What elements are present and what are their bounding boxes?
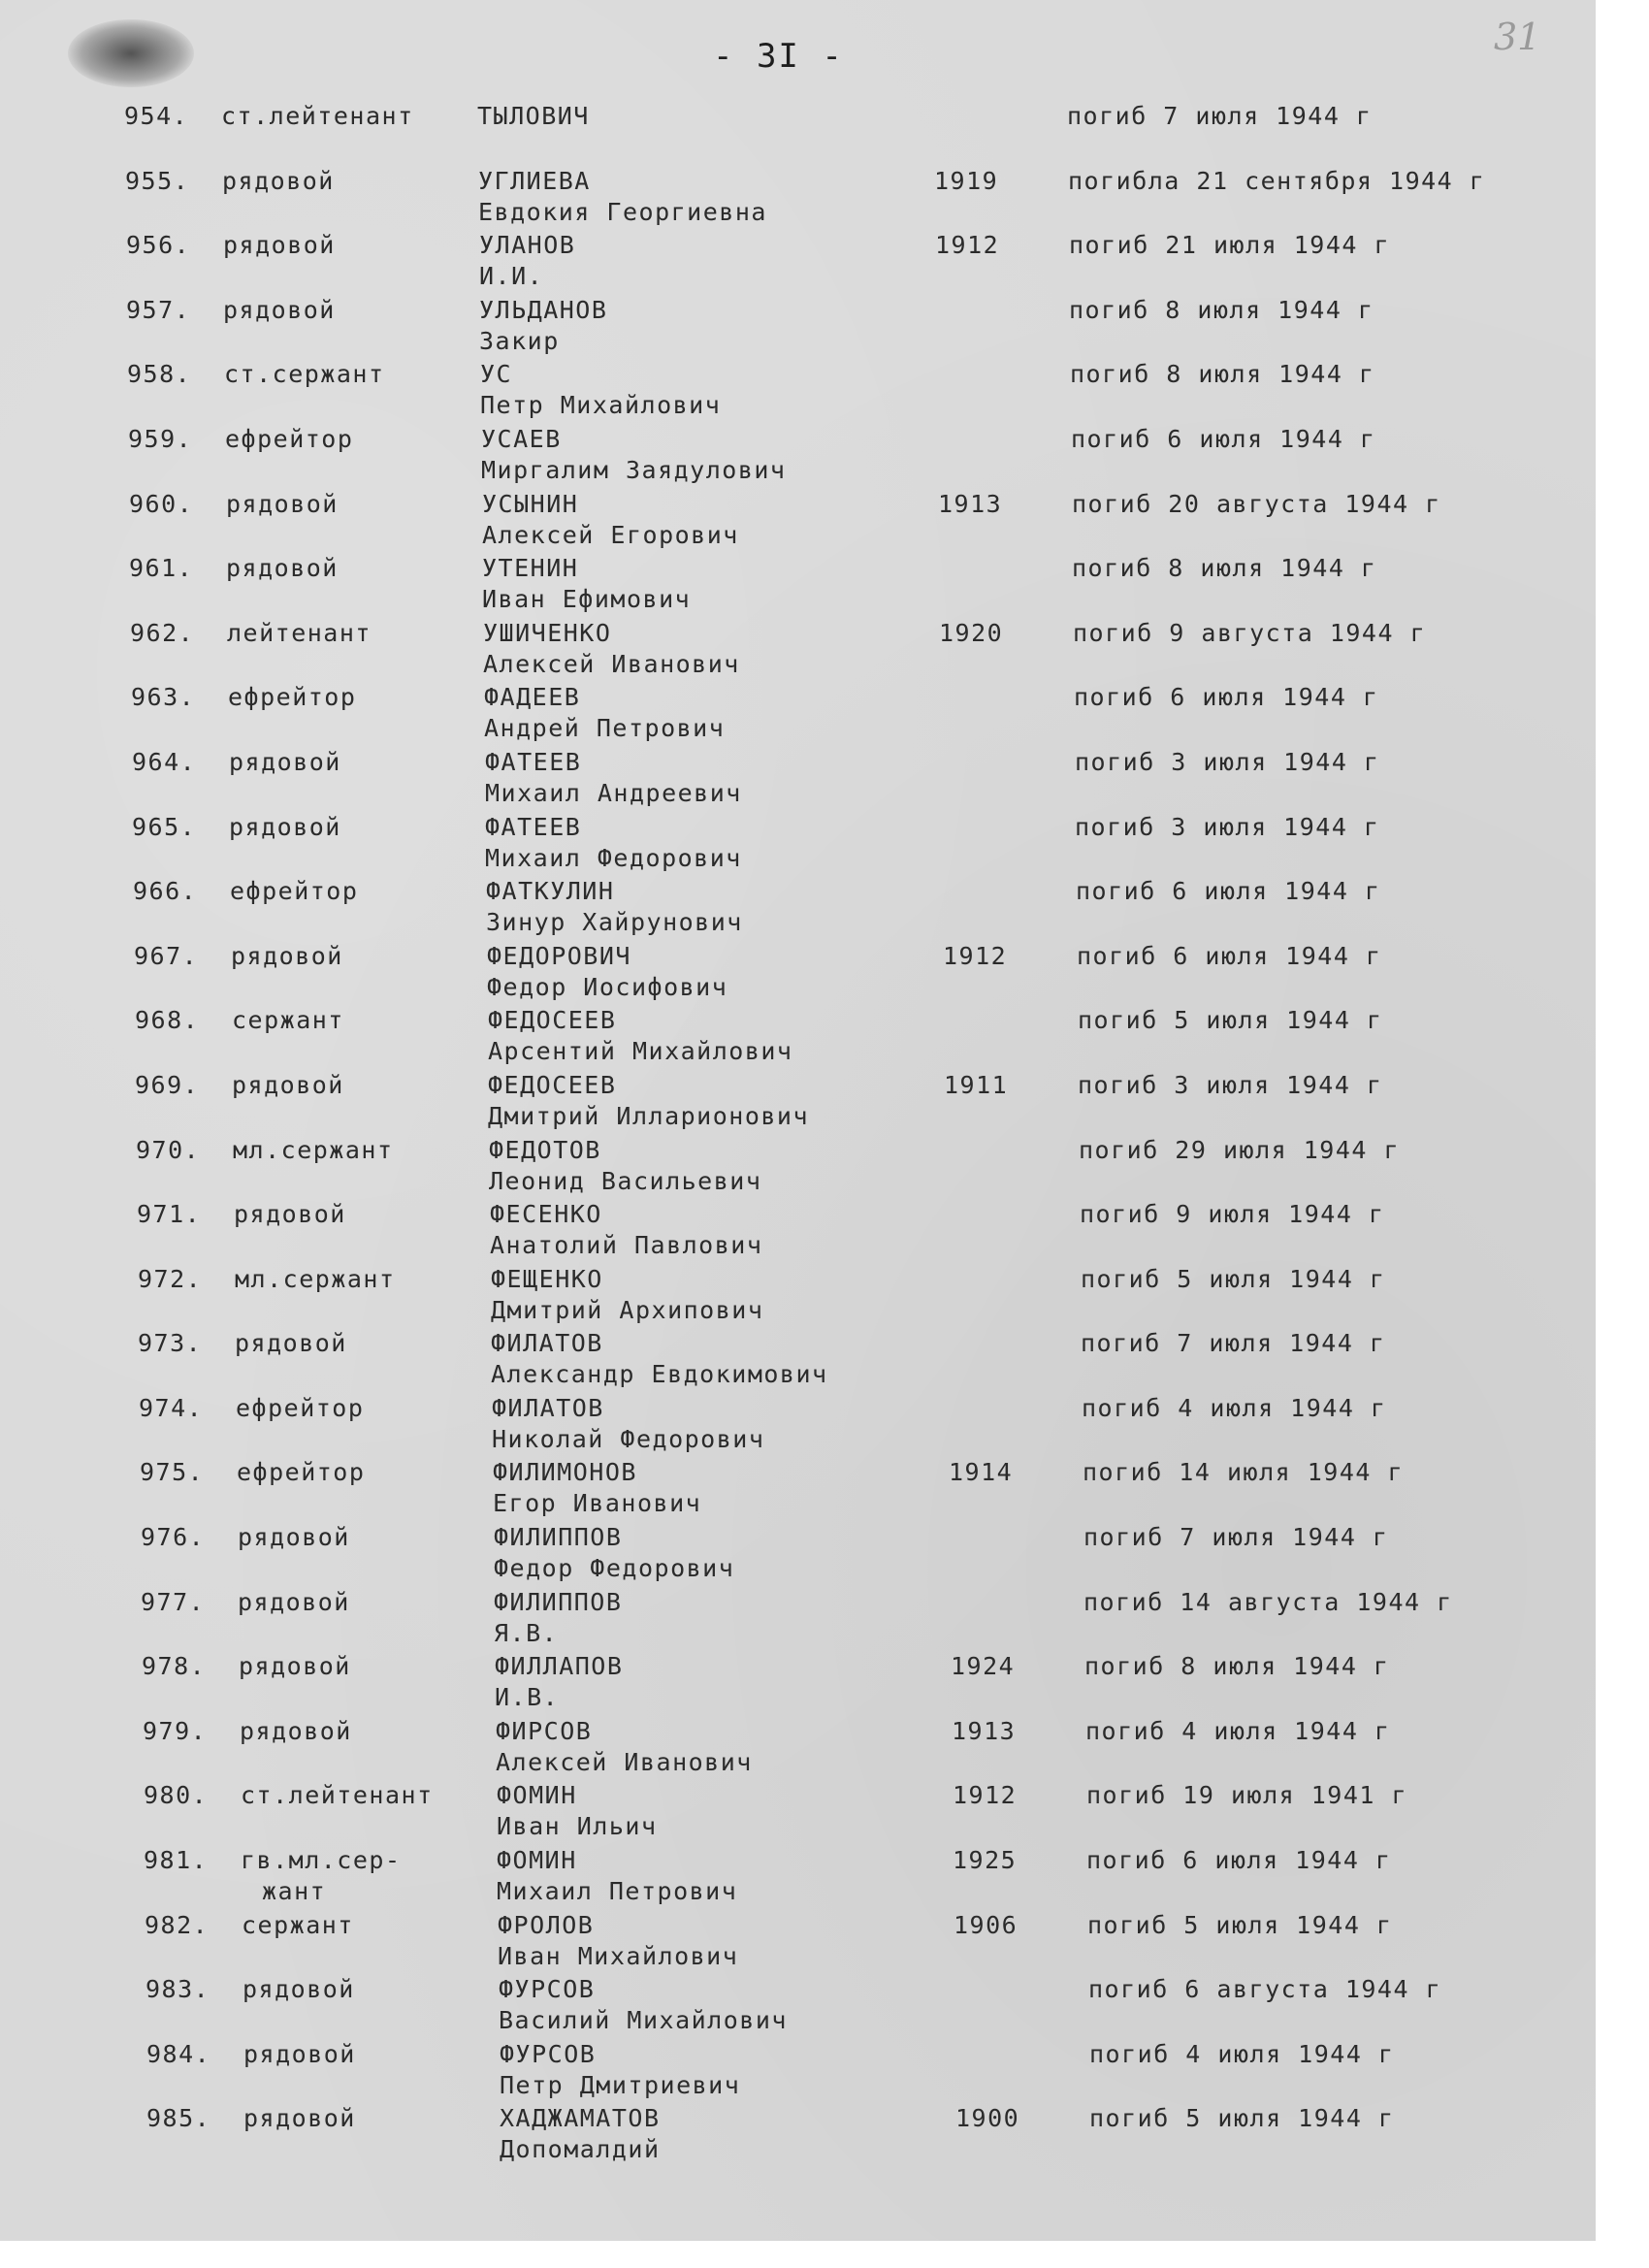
entry-number: 974. [139, 1393, 204, 1422]
entry-rank: ст.лейтенант [241, 1781, 434, 1810]
entry-number: 972. [138, 1264, 203, 1293]
entry-given-name: Я.В. [494, 1618, 559, 1647]
entry-birth-year: 1913 [938, 489, 1003, 518]
entry-given-name: Допомалдий [500, 2135, 661, 2164]
entry-given-name: Николай Федорович [492, 1424, 765, 1453]
entry-death-info: погиб 3 июля 1944 г [1078, 1070, 1383, 1099]
entry-number: 983. [146, 1975, 210, 2004]
entry-number: 956. [126, 231, 191, 260]
entry-rank: ефрейтор [230, 877, 359, 906]
entry-given-name: Андрей Петрович [484, 714, 726, 743]
entry-number: 959. [128, 424, 193, 453]
entry-given-name: Михаил Федорович [485, 843, 742, 872]
list-item [15, 1394, 1610, 1459]
entry-rank: рядовой [229, 812, 341, 841]
entry-birth-year: 1919 [934, 166, 999, 195]
entry-number: 984. [146, 2039, 211, 2068]
list-item [4, 425, 1600, 490]
entry-birth-year: 1914 [949, 1458, 1014, 1487]
entry-death-info: погиб 8 июля 1944 г [1070, 360, 1375, 389]
entry-given-name: И.В. [495, 1683, 560, 1712]
entry-surname: ФИЛИППОВ [494, 1523, 623, 1552]
entry-rank: рядовой [238, 1587, 350, 1616]
entry-surname: ФЕДОСЕЕВ [488, 1006, 617, 1035]
entry-number: 966. [133, 877, 198, 906]
entry-death-info: погиб 4 июля 1944 г [1085, 1716, 1391, 1745]
entry-surname: УСАЕВ [481, 424, 562, 453]
entry-rank: рядовой [239, 1652, 351, 1681]
list-item [16, 1523, 1612, 1588]
entry-rank: рядовой [235, 1329, 347, 1358]
entry-surname: ФИЛАТОВ [492, 1393, 604, 1422]
entry-surname: ТЫЛОВИЧ [477, 102, 590, 130]
entry-surname: ФАТКУЛИН [486, 877, 615, 906]
list-item [5, 490, 1600, 555]
entry-given-name: Евдокия Георгиевна [478, 197, 767, 226]
entry-surname: УГЛИЕВА [478, 166, 591, 195]
entry-surname: УТЕНИН [482, 554, 579, 583]
entry-surname: ФОМИН [497, 1781, 577, 1810]
entry-given-name: Миргалим Заядулович [481, 455, 787, 484]
entry-death-info: погиб 19 июля 1941 г [1086, 1781, 1408, 1810]
entry-surname: ФУРСОВ [499, 1975, 596, 2004]
entry-death-info: погиб 6 июля 1944 г [1076, 877, 1381, 906]
entry-surname: ФЕЩЕНКО [491, 1264, 603, 1293]
list-item [14, 1329, 1609, 1394]
entry-rank: ст.сержант [224, 360, 385, 389]
entry-surname: ФРОЛОВ [498, 1910, 595, 1939]
entry-surname: УЛЬДАНОВ [479, 295, 608, 324]
entry-surname: УСЫНИН [482, 489, 579, 518]
entry-death-info: погиб 8 июля 1944 г [1069, 295, 1374, 324]
entry-death-info: погиб 4 июля 1944 г [1089, 2039, 1395, 2068]
list-item [19, 1846, 1615, 1911]
entry-rank: сержант [232, 1006, 344, 1035]
entry-number: 957. [126, 295, 191, 324]
entry-number: 985. [146, 2104, 211, 2133]
list-item [11, 1006, 1606, 1071]
list-item [8, 748, 1603, 813]
list-item [11, 1071, 1606, 1136]
entry-given-name: Иван Михайлович [498, 1941, 739, 1970]
casualty-list [0, 102, 1596, 2169]
entry-death-info: погиб 6 июля 1944 г [1071, 424, 1376, 453]
entry-birth-year: 1913 [952, 1716, 1017, 1745]
entry-rank: ефрейтор [228, 683, 357, 712]
list-item [20, 1911, 1616, 1976]
entry-rank: рядовой [240, 1716, 352, 1745]
list-item [19, 1781, 1615, 1846]
entry-surname: ФИРСОВ [496, 1716, 593, 1745]
entry-number: 965. [132, 812, 197, 841]
entry-surname: ФЕДОСЕЕВ [488, 1070, 617, 1099]
entry-death-info: погиб 6 июля 1944 г [1077, 941, 1382, 970]
entry-given-name: И.И. [479, 262, 544, 291]
list-item [6, 619, 1601, 684]
entry-surname: УЛАНОВ [479, 231, 576, 260]
entry-rank: рядовой [226, 489, 339, 518]
page-number: - 3I - [713, 37, 844, 76]
entry-surname: ФИЛИМОНОВ [493, 1458, 637, 1487]
entry-given-name: Иван Ильич [497, 1812, 658, 1841]
entry-death-info: погибла 21 сентября 1944 г [1068, 166, 1486, 195]
entry-rank: рядовой [231, 941, 343, 970]
entry-given-name: Зинур Хайрунович [486, 908, 743, 937]
entry-surname: ФИЛАТОВ [491, 1329, 603, 1358]
entry-given-name: Алексей Иванович [496, 1747, 753, 1776]
entry-rank: рядовой [234, 1200, 346, 1229]
entry-number: 961. [129, 554, 194, 583]
entry-death-info: погиб 5 июля 1944 г [1078, 1006, 1383, 1035]
entry-number: 978. [142, 1652, 207, 1681]
handwritten-page-mark: 31 [1494, 16, 1541, 58]
entry-death-info: погиб 29 июля 1944 г [1079, 1135, 1401, 1164]
list-item [8, 813, 1603, 878]
entry-surname: ФИЛИППОВ [494, 1587, 623, 1616]
entry-surname: ФЕДОРОВИЧ [487, 941, 631, 970]
entry-number: 982. [145, 1910, 210, 1939]
entry-death-info: погиб 3 июля 1944 г [1075, 812, 1380, 841]
entry-surname: ФУРСОВ [500, 2039, 597, 2068]
entry-rank: гв.мл.сер- [241, 1846, 402, 1875]
entry-death-info: погиб 8 июля 1944 г [1072, 554, 1377, 583]
list-item [2, 296, 1598, 361]
entry-given-name: Закир [479, 326, 560, 355]
entry-surname: ФАДЕЕВ [484, 683, 581, 712]
entry-number: 962. [130, 618, 195, 647]
entry-rank: рядовой [238, 1523, 350, 1552]
entry-given-name: Арсентий Михайлович [488, 1037, 793, 1066]
entry-rank: ст.лейтенант [221, 102, 414, 130]
entry-rank-continued: жант [262, 1877, 327, 1906]
entry-given-name: Михаил Андреевич [485, 778, 742, 807]
entry-birth-year: 1912 [935, 231, 1000, 260]
entry-given-name: Алексей Иванович [483, 649, 740, 678]
entry-rank: рядовой [223, 295, 336, 324]
entry-death-info: погиб 7 июля 1944 г [1067, 102, 1373, 130]
entry-death-info: погиб 6 июля 1944 г [1074, 683, 1379, 712]
list-item [18, 1717, 1614, 1782]
entry-number: 963. [131, 683, 196, 712]
entry-given-name: Александр Евдокимович [491, 1360, 828, 1389]
entry-number: 968. [135, 1006, 200, 1035]
entry-death-info: погиб 7 июля 1944 г [1081, 1329, 1386, 1358]
entry-rank: ефрейтор [237, 1458, 366, 1487]
entry-birth-year: 1906 [954, 1910, 1018, 1939]
entry-number: 970. [136, 1135, 201, 1164]
entry-rank: мл.сержант [235, 1264, 396, 1293]
entry-rank: рядовой [232, 1070, 344, 1099]
entry-birth-year: 1924 [951, 1652, 1016, 1681]
entry-surname: ХАДЖАМАТОВ [500, 2104, 661, 2133]
list-item [16, 1458, 1611, 1523]
entry-death-info: погиб 8 июля 1944 г [1084, 1652, 1390, 1681]
entry-death-info: погиб 14 июля 1944 г [1083, 1458, 1405, 1487]
entry-given-name: Дмитрий Илларионович [488, 1101, 810, 1130]
entry-rank: рядовой [242, 1975, 355, 2004]
list-item [3, 360, 1599, 425]
entry-rank: ефрейтор [236, 1393, 365, 1422]
entry-rank: рядовой [229, 747, 341, 776]
entry-number: 955. [125, 166, 190, 195]
entry-number: 973. [138, 1329, 203, 1358]
entry-rank: мл.сержант [233, 1135, 394, 1164]
entry-death-info: погиб 5 июля 1944 г [1089, 2104, 1395, 2133]
list-item [16, 1588, 1612, 1653]
list-item [14, 1265, 1609, 1330]
list-item [12, 1136, 1607, 1201]
entry-rank: рядовой [226, 554, 339, 583]
entry-number: 967. [134, 941, 199, 970]
entry-surname: ФЕСЕНКО [490, 1200, 602, 1229]
entry-number: 980. [144, 1781, 209, 1810]
ink-smudge [68, 19, 194, 87]
entry-given-name: Василий Михайлович [499, 2006, 788, 2035]
entry-death-info: погиб 14 августа 1944 г [1083, 1587, 1453, 1616]
entry-rank: сержант [242, 1910, 354, 1939]
entry-birth-year: 1912 [943, 941, 1008, 970]
list-item [10, 942, 1605, 1007]
entry-number: 979. [143, 1716, 208, 1745]
entry-number: 964. [132, 747, 197, 776]
entry-rank: рядовой [243, 2104, 356, 2133]
entry-given-name: Егор Иванович [493, 1489, 702, 1518]
list-item [13, 1200, 1608, 1265]
entry-number: 971. [137, 1200, 202, 1229]
list-item [17, 1652, 1613, 1717]
entry-given-name: Леонид Васильевич [489, 1166, 762, 1195]
entry-death-info: погиб 4 июля 1944 г [1082, 1393, 1387, 1422]
entry-death-info: погиб 9 июля 1944 г [1080, 1200, 1385, 1229]
entry-number: 981. [144, 1846, 209, 1875]
list-item [22, 2104, 1618, 2169]
entry-surname: УС [480, 360, 513, 389]
list-item [7, 683, 1602, 748]
entry-rank: рядовой [243, 2039, 356, 2068]
entry-number: 960. [129, 489, 194, 518]
list-item [22, 2040, 1618, 2105]
entry-death-info: погиб 21 июля 1944 г [1069, 231, 1391, 260]
entry-rank: рядовой [222, 166, 335, 195]
list-item [21, 1975, 1617, 2040]
entry-death-info: погиб 7 июля 1944 г [1083, 1523, 1389, 1552]
entry-birth-year: 1925 [953, 1846, 1018, 1875]
entry-death-info: погиб 6 июля 1944 г [1086, 1846, 1392, 1875]
entry-birth-year: 1920 [939, 618, 1004, 647]
list-item [9, 877, 1604, 942]
entry-number: 977. [141, 1587, 206, 1616]
entry-given-name: Анатолий Павлович [490, 1231, 763, 1260]
entry-death-info: погиб 5 июля 1944 г [1081, 1264, 1386, 1293]
entry-death-info: погиб 5 июля 1944 г [1087, 1910, 1393, 1939]
entry-given-name: Дмитрий Архипович [491, 1295, 764, 1324]
list-item [0, 102, 1596, 167]
entry-surname: ФЕДОТОВ [489, 1135, 601, 1164]
entry-rank: ефрейтор [225, 424, 354, 453]
entry-number: 954. [124, 102, 189, 130]
entry-rank: лейтенант [227, 618, 372, 647]
entry-surname: ФАТЕЕВ [485, 812, 582, 841]
entry-given-name: Алексей Егорович [482, 520, 739, 549]
entry-death-info: погиб 6 августа 1944 г [1088, 1975, 1442, 2004]
entry-number: 976. [141, 1523, 206, 1552]
entry-death-info: погиб 9 августа 1944 г [1073, 618, 1427, 647]
entry-number: 958. [127, 360, 192, 389]
entry-surname: ФИЛЛАПОВ [495, 1652, 624, 1681]
entry-surname: ФОМИН [497, 1846, 577, 1875]
entry-birth-year: 1900 [955, 2104, 1020, 2133]
entry-given-name: Иван Ефимович [482, 585, 692, 614]
entry-number: 969. [135, 1070, 200, 1099]
entry-number: 975. [140, 1458, 205, 1487]
list-item [5, 554, 1600, 619]
entry-death-info: погиб 20 августа 1944 г [1072, 489, 1441, 518]
entry-birth-year: 1912 [953, 1781, 1018, 1810]
entry-given-name: Петр Дмитриевич [500, 2070, 741, 2099]
list-item [2, 231, 1598, 296]
entry-death-info: погиб 3 июля 1944 г [1075, 747, 1380, 776]
entry-given-name: Федор Иосифович [487, 972, 728, 1001]
entry-surname: УШИЧЕНКО [483, 618, 612, 647]
entry-birth-year: 1911 [944, 1070, 1009, 1099]
entry-rank: рядовой [223, 231, 336, 260]
entry-given-name: Михаил Петрович [497, 1877, 738, 1906]
entry-given-name: Федор Федорович [494, 1554, 735, 1583]
entry-given-name: Петр Михайлович [480, 391, 722, 420]
entry-surname: ФАТЕЕВ [485, 747, 582, 776]
list-item [1, 167, 1597, 232]
